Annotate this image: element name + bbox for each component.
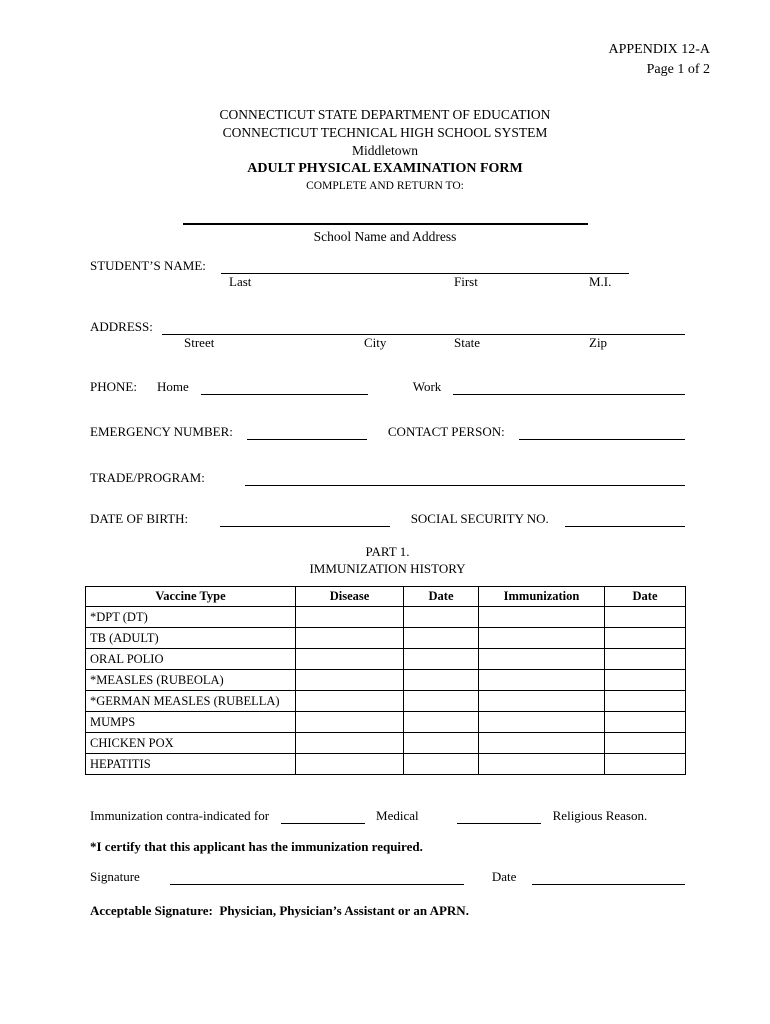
part1-heading [90,543,685,577]
date-cell[interactable] [605,712,686,733]
phone-work-label: Work [412,379,442,394]
form-body [90,258,685,919]
return-to-instruction: COMPLETE AND RETURN TO: [306,180,464,192]
vaccine-label: *GERMAN MEASLES (RUBELLA) [86,691,296,712]
emergency-row [90,424,685,440]
immunization-cell[interactable] [479,712,605,733]
vaccine-label: HEPATITIS [86,754,296,775]
part1-subtitle: IMMUNIZATION HISTORY [309,561,466,576]
date-cell[interactable] [605,607,686,628]
table-row [86,691,686,712]
department-title: CONNECTICUT STATE DEPARTMENT OF EDUCATION [219,107,551,122]
appendix-block [609,40,711,80]
address-street-label: Street [184,335,215,350]
form-header [0,0,770,194]
disease-cell[interactable] [296,754,404,775]
contra-medical-field[interactable] [281,810,365,824]
appendix-label: APPENDIX 12-A [608,42,710,57]
contra-religious-field[interactable] [457,810,541,824]
phone-home-field[interactable] [201,381,368,395]
address-state-label: State [454,335,480,350]
phone-label: PHONE: [90,379,137,394]
date-of-birth-field[interactable] [220,513,390,527]
contra-indicated-label: Immunization contra-indicated for [90,808,270,823]
immunization-cell[interactable] [479,607,605,628]
phone-row [90,379,685,395]
date-cell[interactable] [404,733,479,754]
trade-program-label: TRADE/PROGRAM: [90,470,205,485]
date-cell[interactable] [404,670,479,691]
disease-cell[interactable] [296,691,404,712]
religious-reason-label: Religious Reason. [552,808,648,823]
vaccine-label: ORAL POLIO [86,649,296,670]
signature-label: Signature [90,869,140,884]
city-line: Middletown [352,143,418,158]
contact-person-label: CONTACT PERSON: [387,424,505,439]
col-date-2: Date [605,587,686,607]
form-title: ADULT PHYSICAL EXAMINATION FORM [247,161,523,176]
date-cell[interactable] [605,754,686,775]
disease-cell[interactable] [296,670,404,691]
immunization-history-table [85,586,686,775]
vaccine-label: *MEASLES (RUBEOLA) [86,670,296,691]
col-immunization: Immunization [479,587,605,607]
signature-field[interactable] [170,871,464,885]
emergency-number-label: EMERGENCY NUMBER: [90,424,233,439]
col-vaccine-type: Vaccine Type [86,587,296,607]
student-name-row [90,258,685,274]
table-row [86,670,686,691]
table-header-row [86,587,686,607]
emergency-number-field[interactable] [247,426,367,440]
date-cell[interactable] [605,691,686,712]
immunization-cell[interactable] [479,754,605,775]
table-row [86,607,686,628]
vaccine-label: TB (ADULT) [86,628,296,649]
school-name-address-field[interactable] [183,223,588,225]
date-cell[interactable] [404,649,479,670]
address-city-label: City [364,335,387,350]
address-zip-label: Zip [589,335,608,350]
school-system-title: CONNECTICUT TECHNICAL HIGH SCHOOL SYSTEM [222,125,548,140]
name-sublabels [90,274,685,290]
date-cell[interactable] [404,712,479,733]
disease-cell[interactable] [296,649,404,670]
immunization-cell[interactable] [479,733,605,754]
address-sublabels [90,335,685,351]
col-disease: Disease [296,587,404,607]
date-cell[interactable] [404,691,479,712]
table-row [86,754,686,775]
acceptable-signature-statement: Acceptable Signature: Physician, Physician’s Assistant or an APRN. [90,903,469,918]
immunization-cell[interactable] [479,670,605,691]
signature-row [90,869,685,885]
name-first-label: First [454,274,478,289]
contra-indicated-row [90,808,685,824]
table-row [86,733,686,754]
date-cell[interactable] [605,670,686,691]
immunization-cell[interactable] [479,649,605,670]
immunization-cell[interactable] [479,691,605,712]
vaccine-label: *DPT (DT) [86,607,296,628]
date-cell[interactable] [404,628,479,649]
disease-cell[interactable] [296,628,404,649]
contact-person-field[interactable] [519,426,685,440]
page-number: Page 1 of 2 [646,62,710,77]
student-name-field[interactable] [221,260,629,274]
school-line-caption: School Name and Address [313,229,457,244]
disease-cell[interactable] [296,712,404,733]
table-row [86,649,686,670]
student-name-label: STUDENT’S NAME: [90,258,206,273]
address-label: ADDRESS: [90,319,153,334]
trade-program-row [90,470,685,486]
signature-date-field[interactable] [532,871,685,885]
phone-work-field[interactable] [453,381,685,395]
date-of-birth-label: DATE OF BIRTH: [90,511,189,526]
table-row [86,628,686,649]
date-cell[interactable] [605,733,686,754]
medical-label: Medical [376,808,419,823]
vaccine-label: MUMPS [86,712,296,733]
col-date-1: Date [404,587,479,607]
address-row [90,319,685,335]
trade-program-field[interactable] [245,472,685,486]
date-cell[interactable] [605,628,686,649]
part1-title: PART 1. [365,544,410,559]
date-cell[interactable] [404,607,479,628]
ssn-label: SOCIAL SECURITY NO. [410,511,549,526]
name-mi-label: M.I. [589,274,612,289]
date-label: Date [491,869,517,884]
name-last-label: Last [229,274,252,289]
immunization-cell[interactable] [479,628,605,649]
date-cell[interactable] [605,649,686,670]
dob-ssn-row [90,511,685,527]
disease-cell[interactable] [296,607,404,628]
phone-home-label: Home [156,379,189,394]
address-field[interactable] [162,321,685,335]
table-row [86,712,686,733]
date-cell[interactable] [404,754,479,775]
vaccine-label: CHICKEN POX [86,733,296,754]
disease-cell[interactable] [296,733,404,754]
ssn-field[interactable] [565,513,685,527]
certify-statement: *I certify that this applicant has the immunization required. [90,839,423,854]
